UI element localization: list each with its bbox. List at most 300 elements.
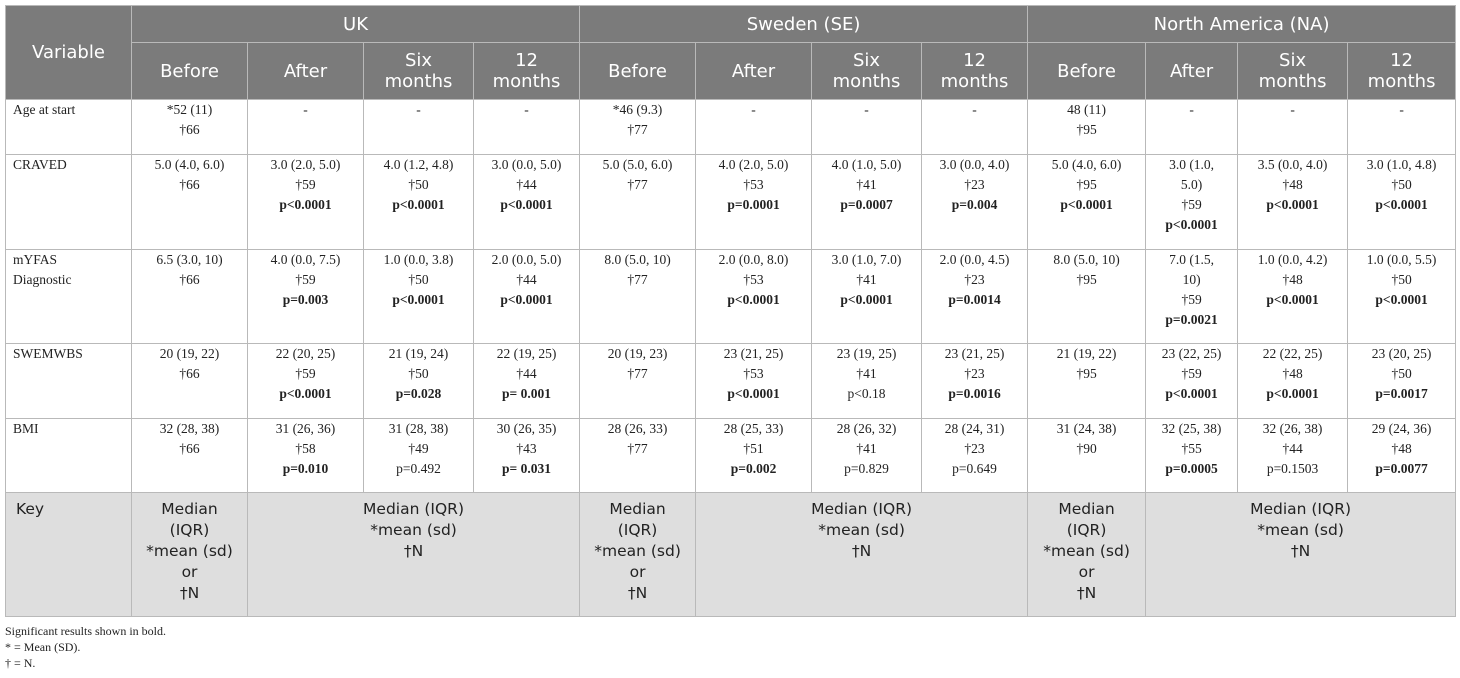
key-line: †N: [179, 584, 200, 603]
table-cell: [474, 100, 580, 155]
cell-line: 2.0 (0.0, 5.0): [491, 251, 562, 267]
cell-line: †55: [1181, 440, 1202, 456]
period-header-line: Six: [853, 50, 881, 71]
cell-line: 1.0 (0.0, 4.2): [1257, 251, 1328, 267]
p-value: p<0.0001: [1266, 291, 1319, 307]
p-value: p=0.0077: [1375, 460, 1428, 476]
cell-line: †41: [856, 177, 877, 193]
table-cell: [580, 100, 696, 155]
cell-line: †77: [627, 366, 648, 382]
table-row: [6, 155, 1456, 250]
cell-line: †23: [964, 366, 985, 382]
key-line: Median: [1058, 500, 1115, 519]
table-cell: [1238, 249, 1348, 344]
row-label-line: Age at start: [13, 102, 76, 117]
table-cell: [922, 155, 1028, 250]
row-label: [6, 418, 132, 492]
cell-line: *52 (11): [166, 102, 213, 117]
table-cell: [1348, 418, 1456, 492]
cell-line: †48: [1282, 366, 1303, 382]
table-cell: [696, 100, 812, 155]
cell-line: 10): [1182, 271, 1201, 287]
table-cell: [922, 249, 1028, 344]
row-label: [6, 155, 132, 250]
period-header-line: 12: [515, 50, 538, 71]
key-line: Median (IQR): [363, 500, 464, 519]
period-header-line: After: [731, 60, 776, 82]
p-value: p<0.0001: [727, 386, 780, 402]
cell-line: †48: [1282, 271, 1303, 287]
cell-line: †23: [964, 177, 985, 193]
key-after-cell: [1146, 493, 1456, 617]
table-cell: [132, 155, 248, 250]
table-cell: [1028, 155, 1146, 250]
table-cell: [1348, 100, 1456, 155]
table-cell: [364, 249, 474, 344]
period-header-line: months: [832, 71, 901, 92]
cell-line: †44: [516, 366, 537, 382]
table-cell: [248, 155, 364, 250]
p-value: p=0.0021: [1165, 311, 1218, 327]
p-value: p<0.0001: [1266, 386, 1319, 402]
table-body: [6, 100, 1456, 617]
key-before-cell: [580, 493, 696, 617]
table-cell: [132, 418, 248, 492]
row-label: [6, 100, 132, 155]
table-cell: [812, 418, 922, 492]
key-line: Median: [161, 500, 218, 519]
cell-line: 1.0 (0.0, 3.8): [383, 251, 454, 267]
p-value: p=0.0005: [1165, 460, 1218, 476]
key-line: †N: [1290, 542, 1311, 561]
cell-line: †41: [856, 440, 877, 456]
cell-line: 28 (26, 32): [836, 420, 897, 436]
cell-line: 32 (28, 38): [159, 420, 220, 436]
p-value: p=0.0016: [948, 386, 1001, 402]
cell-line: 23 (21, 25): [723, 346, 784, 362]
footnote-bold: Significant results shown in bold.: [5, 624, 166, 638]
cell-line: †59: [295, 271, 316, 287]
table-cell: [922, 100, 1028, 155]
table-cell: [474, 418, 580, 492]
period-header-line: After: [283, 60, 328, 82]
table-cell: [812, 155, 922, 250]
table-row: [6, 100, 1456, 155]
cell-line: 28 (26, 33): [607, 420, 668, 436]
key-row: [6, 493, 1456, 617]
cell-line: -: [751, 102, 756, 117]
key-before-cell: [1028, 493, 1146, 617]
key-line: (IQR): [169, 521, 210, 540]
cell-line: †59: [295, 366, 316, 382]
footnote-mean: * = Mean (SD).: [5, 640, 81, 654]
p-value: p=0.0007: [840, 197, 893, 213]
table-cell: [1146, 100, 1238, 155]
row-label-line: Diagnostic: [13, 271, 72, 287]
cell-line: -: [1189, 102, 1194, 117]
cell-line: 6.5 (3.0, 10): [156, 251, 223, 267]
cell-line: †41: [856, 366, 877, 382]
cell-line: -: [864, 102, 869, 117]
key-line: *mean (sd): [1257, 521, 1344, 540]
table-cell: [812, 344, 922, 418]
p-value: p<0.0001: [500, 197, 553, 213]
cell-line: 23 (21, 25): [944, 346, 1005, 362]
table-cell: [132, 100, 248, 155]
p-value: p<0.0001: [1266, 197, 1319, 213]
cell-line: 32 (26, 38): [1262, 420, 1323, 436]
table-row: [6, 249, 1456, 344]
period-header-row: [6, 43, 1456, 100]
p-value: p=0.0017: [1375, 386, 1428, 402]
period-header-line: months: [1258, 71, 1327, 92]
table-cell: [922, 418, 1028, 492]
cell-line: 32 (25, 38): [1161, 420, 1222, 436]
region-header-na: North America (NA): [1028, 6, 1456, 43]
cell-line: 4.0 (1.2, 4.8): [383, 157, 454, 173]
p-value: p<0.18: [847, 386, 886, 402]
row-label: [6, 249, 132, 344]
cell-line: †44: [516, 177, 537, 193]
p-value: p=0.003: [282, 291, 329, 307]
table-cell: [1028, 249, 1146, 344]
cell-line: 4.0 (0.0, 7.5): [270, 251, 341, 267]
cell-line: 3.0 (2.0, 5.0): [270, 157, 341, 173]
key-line: Median: [609, 500, 666, 519]
cell-line: -: [303, 102, 308, 117]
period-header-line: Six: [1279, 50, 1307, 71]
key-after-cell: [248, 493, 580, 617]
table-cell: [364, 155, 474, 250]
cell-line: 22 (19, 25): [496, 346, 557, 362]
cell-line: 23 (20, 25): [1371, 346, 1432, 362]
cell-line: †50: [1391, 366, 1412, 382]
table-cell: [248, 344, 364, 418]
cell-line: 8.0 (5.0, 10): [1053, 251, 1120, 267]
p-value: p=0.004: [951, 197, 998, 213]
p-value: p<0.0001: [500, 291, 553, 307]
table-cell: [132, 249, 248, 344]
cell-line: †23: [964, 271, 985, 287]
period-header-line: months: [492, 71, 561, 92]
cell-line: 48 (11): [1067, 102, 1106, 117]
cell-line: 4.0 (2.0, 5.0): [718, 157, 789, 173]
period-header: [1348, 43, 1456, 100]
row-label-line: CRAVED: [13, 157, 67, 173]
cell-line: 28 (24, 31): [944, 420, 1005, 436]
table-cell: [696, 249, 812, 344]
table-cell: [580, 155, 696, 250]
cell-line: 2.0 (0.0, 8.0): [718, 251, 789, 267]
region-header-row: [6, 6, 1456, 43]
key-line: *mean (sd): [594, 542, 681, 561]
cell-line: †66: [179, 177, 200, 193]
period-header: [248, 43, 364, 100]
cell-line: †50: [408, 177, 429, 193]
cell-line: 21 (19, 22): [1056, 346, 1117, 362]
table-cell: [1238, 155, 1348, 250]
footnotes: [5, 623, 166, 671]
p-value: p<0.0001: [1165, 217, 1218, 233]
p-value: p<0.0001: [727, 291, 780, 307]
cell-line: †44: [516, 271, 537, 287]
cell-line: †23: [964, 440, 985, 456]
cell-line: 31 (26, 36): [275, 420, 336, 436]
p-value: p=0.002: [730, 460, 777, 476]
table-cell: [1348, 249, 1456, 344]
region-header-se: Sweden (SE): [580, 6, 1028, 43]
period-header-line: 12: [1390, 50, 1414, 71]
table-cell: [1348, 344, 1456, 418]
table-cell: [1146, 418, 1238, 492]
cell-line: †50: [1391, 177, 1412, 193]
cell-line: †59: [1181, 197, 1202, 213]
cell-line: †53: [743, 177, 764, 193]
results-table: [5, 5, 1456, 617]
cell-line: †66: [179, 122, 200, 137]
cell-line: †41: [856, 271, 877, 287]
cell-line: †53: [743, 366, 764, 382]
variable-header: Variable: [6, 6, 132, 100]
cell-line: †48: [1282, 177, 1303, 193]
table-cell: [1348, 155, 1456, 250]
table-cell: [1028, 418, 1146, 492]
cell-line: †95: [1076, 366, 1097, 382]
cell-line: †53: [743, 271, 764, 287]
cell-line: †51: [743, 440, 764, 456]
key-line: or: [1078, 563, 1095, 582]
row-label: [6, 344, 132, 418]
period-header-line: After: [1169, 60, 1214, 82]
p-value: p=0.0014: [948, 291, 1001, 307]
period-header: [580, 43, 696, 100]
table-row: [6, 344, 1456, 418]
key-after-cell: [696, 493, 1028, 617]
cell-line: 4.0 (1.0, 5.0): [831, 157, 902, 173]
cell-line: 7.0 (1.5,: [1169, 251, 1215, 267]
table-cell: [1238, 418, 1348, 492]
table-cell: [1146, 344, 1238, 418]
key-line: (IQR): [617, 521, 658, 540]
row-label-line: BMI: [13, 420, 39, 436]
table-cell: [812, 249, 922, 344]
cell-line: †77: [627, 122, 648, 137]
cell-line: †49: [408, 440, 429, 456]
table-cell: [248, 249, 364, 344]
key-line: *mean (sd): [818, 521, 905, 540]
table-cell: [474, 249, 580, 344]
cell-line: 31 (24, 38): [1056, 420, 1117, 436]
period-header-line: Before: [1057, 60, 1116, 82]
table-cell: [812, 100, 922, 155]
key-line: †N: [627, 584, 648, 603]
cell-line: †66: [179, 366, 200, 382]
table-cell: [1146, 249, 1238, 344]
table-cell: [248, 418, 364, 492]
table-cell: [1028, 344, 1146, 418]
cell-line: 5.0): [1180, 177, 1203, 193]
period-header-line: months: [384, 71, 453, 92]
key-line: †N: [851, 542, 872, 561]
cell-line: †77: [627, 271, 648, 287]
key-line: (IQR): [1066, 521, 1107, 540]
table-cell: [364, 100, 474, 155]
key-line: †N: [1076, 584, 1097, 603]
period-header: [1146, 43, 1238, 100]
cell-line: 23 (19, 25): [836, 346, 897, 362]
period-header: [696, 43, 812, 100]
cell-line: 5.0 (4.0, 6.0): [1051, 157, 1122, 173]
cell-line: †95: [1076, 122, 1097, 137]
period-header-line: Before: [160, 60, 219, 82]
p-value: p=0.649: [952, 460, 997, 476]
key-line: or: [629, 563, 646, 582]
cell-line: -: [972, 102, 977, 117]
period-header-line: Before: [608, 60, 667, 82]
row-label-line: mYFAS: [13, 251, 58, 267]
key-line: *mean (sd): [370, 521, 457, 540]
cell-line: †44: [1282, 440, 1303, 456]
table-cell: [132, 344, 248, 418]
key-line: or: [181, 563, 198, 582]
key-label: Key: [6, 493, 132, 617]
cell-line: 2.0 (0.0, 4.5): [939, 251, 1010, 267]
table-cell: [922, 344, 1028, 418]
table-cell: [580, 418, 696, 492]
key-line: *mean (sd): [146, 542, 233, 561]
table-cell: [580, 249, 696, 344]
cell-line: †50: [408, 366, 429, 382]
p-value: p<0.0001: [1375, 197, 1428, 213]
period-header-line: months: [1367, 71, 1436, 92]
p-value: p<0.0001: [1375, 291, 1428, 307]
cell-line: †77: [627, 177, 648, 193]
region-header-uk: UK: [132, 6, 580, 43]
period-header: [1028, 43, 1146, 100]
key-before-cell: [132, 493, 248, 617]
cell-line: †50: [1391, 271, 1412, 287]
cell-line: 3.0 (0.0, 5.0): [491, 157, 562, 173]
table-cell: [580, 344, 696, 418]
p-value: p= 0.001: [502, 386, 551, 402]
cell-line: †95: [1076, 177, 1097, 193]
period-header-line: 12: [963, 50, 986, 71]
table-cell: [474, 155, 580, 250]
cell-line: †59: [1181, 291, 1202, 307]
key-line: Median (IQR): [1250, 500, 1352, 519]
cell-line: 29 (24, 36): [1371, 420, 1432, 436]
cell-line: †50: [408, 271, 429, 287]
cell-line: †90: [1076, 440, 1097, 456]
p-value: p=0.1503: [1266, 460, 1319, 476]
table-cell: [696, 155, 812, 250]
table-cell: [1238, 344, 1348, 418]
cell-line: 3.0 (1.0, 7.0): [831, 251, 902, 267]
cell-line: 5.0 (4.0, 6.0): [154, 157, 225, 173]
period-header: [474, 43, 580, 100]
period-header: [922, 43, 1028, 100]
cell-line: †59: [1181, 366, 1202, 382]
p-value: p=0.829: [844, 460, 889, 476]
row-label-line: SWEMWBS: [13, 346, 83, 362]
cell-line: 8.0 (5.0, 10): [604, 251, 671, 267]
p-value: p<0.0001: [840, 291, 893, 307]
table-row: [6, 418, 1456, 492]
cell-line: 5.0 (5.0, 6.0): [602, 157, 673, 173]
table-cell: [696, 418, 812, 492]
cell-line: 28 (25, 33): [723, 420, 784, 436]
p-value: p=0.492: [396, 460, 441, 476]
cell-line: †48: [1391, 440, 1412, 456]
p-value: p<0.0001: [392, 291, 445, 307]
period-header: [364, 43, 474, 100]
cell-line: -: [524, 102, 529, 117]
period-header: [1238, 43, 1348, 100]
cell-line: †66: [179, 271, 200, 287]
cell-line: -: [1290, 102, 1295, 117]
p-value: p<0.0001: [1165, 386, 1218, 402]
table-cell: [696, 344, 812, 418]
cell-line: 3.0 (1.0, 4.8): [1366, 157, 1437, 173]
p-value: p=0.0001: [727, 197, 780, 213]
cell-line: †66: [179, 440, 200, 456]
table-cell: [1028, 100, 1146, 155]
cell-line: 22 (20, 25): [275, 346, 336, 362]
p-value: p<0.0001: [392, 197, 445, 213]
cell-line: 31 (28, 38): [388, 420, 449, 436]
cell-line: †58: [295, 440, 316, 456]
table-cell: [364, 418, 474, 492]
period-header-line: months: [940, 71, 1009, 92]
cell-line: 21 (19, 24): [388, 346, 449, 362]
period-header: [812, 43, 922, 100]
cell-line: 3.0 (0.0, 4.0): [939, 157, 1010, 173]
p-value: p=0.028: [395, 386, 442, 402]
cell-line: 3.0 (1.0,: [1169, 157, 1215, 173]
cell-line: 3.5 (0.0, 4.0): [1257, 157, 1328, 173]
p-value: p<0.0001: [1060, 197, 1113, 213]
p-value: p= 0.031: [502, 460, 551, 476]
cell-line: 1.0 (0.0, 5.5): [1366, 251, 1437, 267]
period-header-line: Six: [404, 50, 433, 71]
cell-line: 20 (19, 22): [159, 346, 220, 362]
cell-line: 20 (19, 23): [607, 346, 668, 362]
key-line: Median (IQR): [811, 500, 913, 519]
key-line: †N: [403, 542, 424, 561]
table-cell: [248, 100, 364, 155]
p-value: p<0.0001: [279, 197, 332, 213]
cell-line: †77: [627, 440, 648, 456]
cell-line: †95: [1076, 271, 1097, 287]
cell-line: 22 (22, 25): [1262, 346, 1323, 362]
key-line: *mean (sd): [1043, 542, 1130, 561]
p-value: p<0.0001: [279, 386, 332, 402]
footnote-n: † = N.: [5, 656, 36, 670]
period-header: [132, 43, 248, 100]
cell-line: †43: [516, 440, 537, 456]
table-cell: [364, 344, 474, 418]
cell-line: †59: [295, 177, 316, 193]
p-value: p=0.010: [282, 460, 329, 476]
table-cell: [474, 344, 580, 418]
table-cell: [1238, 100, 1348, 155]
cell-line: -: [1399, 102, 1404, 117]
cell-line: 30 (26, 35): [496, 420, 557, 436]
cell-line: *46 (9.3): [612, 102, 663, 117]
table-cell: [1146, 155, 1238, 250]
cell-line: -: [416, 102, 421, 117]
cell-line: 23 (22, 25): [1161, 346, 1222, 362]
